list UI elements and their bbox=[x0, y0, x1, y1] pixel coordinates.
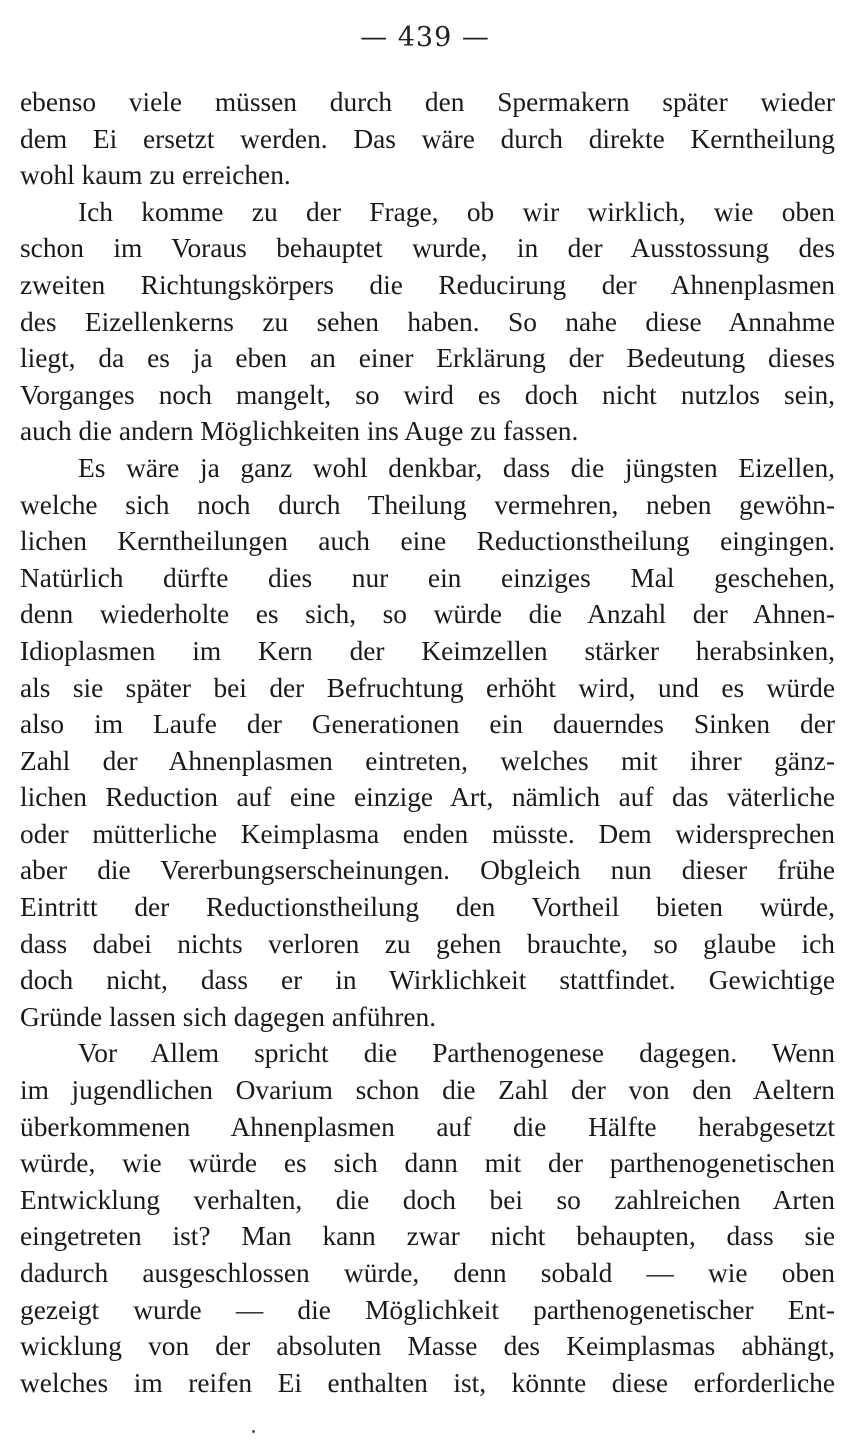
text-line: ebenso viele müssen durch den Spermakern später wieder bbox=[20, 87, 835, 117]
text-line: Natürlich dürfte dies nur ein einziges Mal geschehen, bbox=[20, 562, 835, 593]
text-line: Eintritt der Reductionstheilung den Vortheil bieten würde, bbox=[20, 892, 835, 923]
text-line: Vor Allem spricht die Parthenogenese dagegen. Wenn bbox=[78, 1038, 835, 1069]
text-line: doch nicht, dass er in Wirklichkeit stattfindet. Gewichtige bbox=[20, 965, 835, 996]
text-line: wicklung von der absoluten Masse des Keimplasmas abhängt, bbox=[20, 1331, 835, 1362]
text-line: Vorganges noch mangelt, so wird es doch nicht nutzlos sein, bbox=[20, 379, 835, 410]
text-line: lichen Kerntheilungen auch eine Reductionstheilung eingingen. bbox=[20, 526, 835, 557]
text-line: Es wäre ja ganz wohl denkbar, dass die jüngsten Eizellen, bbox=[78, 452, 835, 483]
text-line: zweiten Richtungskörpers die Reducirung der Ahnenplasmen bbox=[20, 269, 835, 300]
page-number: — 439 — bbox=[360, 22, 490, 53]
text-line: Entwicklung verhalten, die doch bei so zahlreichen Arten bbox=[20, 1184, 835, 1215]
text-line: des Eizellenkerns zu sehen haben. So nahe diese Annahme bbox=[20, 306, 835, 337]
text-line: aber die Vererbungserscheinungen. Obgleich nun dieser frühe bbox=[20, 855, 835, 886]
text-line: als sie später bei der Befruchtung erhöht wird, und es würde bbox=[20, 672, 835, 703]
text-line: liegt, da es ja eben an einer Erklärung der Bedeutung dieses bbox=[20, 343, 835, 374]
text-line: Zahl der Ahnenplasmen eintreten, welches mit ihrer gänz- bbox=[20, 745, 835, 776]
text-line: welche sich noch durch Theilung vermehren, neben gewöhn- bbox=[20, 489, 835, 520]
text-line: gezeigt wurde — die Möglichkeit parthenogenetischer Ent- bbox=[20, 1294, 835, 1325]
text-line: eingetreten ist? Man kann zwar nicht behaupten, dass sie bbox=[20, 1221, 835, 1252]
text-line: welches im reifen Ei enthalten ist, könnte diese erforderliche bbox=[20, 1367, 835, 1398]
text-line: oder mütterliche Keimplasma enden müsste. Dem widersprechen bbox=[20, 818, 835, 849]
text-line: dem Ei ersetzt werden. Das wäre durch direkte Kerntheilung bbox=[20, 123, 835, 154]
text-line: denn wiederholte es sich, so würde die Anzahl der Ahnen- bbox=[20, 599, 835, 630]
text-line: im jugendlichen Ovarium schon die Zahl der von den Aeltern bbox=[20, 1075, 835, 1106]
text-line: Gründe lassen sich dagegen anführen. bbox=[20, 1001, 437, 1032]
body-text bbox=[20, 84, 835, 1401]
text-line: auch die andern Möglichkeiten ins Auge zu fassen. bbox=[20, 416, 579, 447]
text-line: also im Laufe der Generationen ein dauerndes Sinken der bbox=[20, 709, 835, 740]
text-line: würde, wie würde es sich dann mit der parthenogenetischen bbox=[20, 1148, 835, 1179]
text-line: Ich komme zu der Frage, ob wir wirklich, wie oben bbox=[78, 196, 835, 227]
text-line: wohl kaum zu erreichen. bbox=[20, 160, 291, 191]
text-line: Idioplasmen im Kern der Keimzellen stärker herabsinken, bbox=[20, 635, 835, 666]
text-line: lichen Reduction auf eine einzige Art, nämlich auf das väterliche bbox=[20, 782, 835, 813]
text-line: dass dabei nichts verloren zu gehen brauchte, so glaube ich bbox=[20, 928, 835, 959]
print-speck bbox=[252, 1430, 255, 1433]
text-line: schon im Voraus behauptet wurde, in der Ausstossung des bbox=[20, 233, 835, 264]
text-line: überkommenen Ahnenplasmen auf die Hälfte herabgesetzt bbox=[20, 1111, 835, 1142]
text-line: dadurch ausgeschlossen würde, denn sobald — wie oben bbox=[20, 1258, 835, 1288]
